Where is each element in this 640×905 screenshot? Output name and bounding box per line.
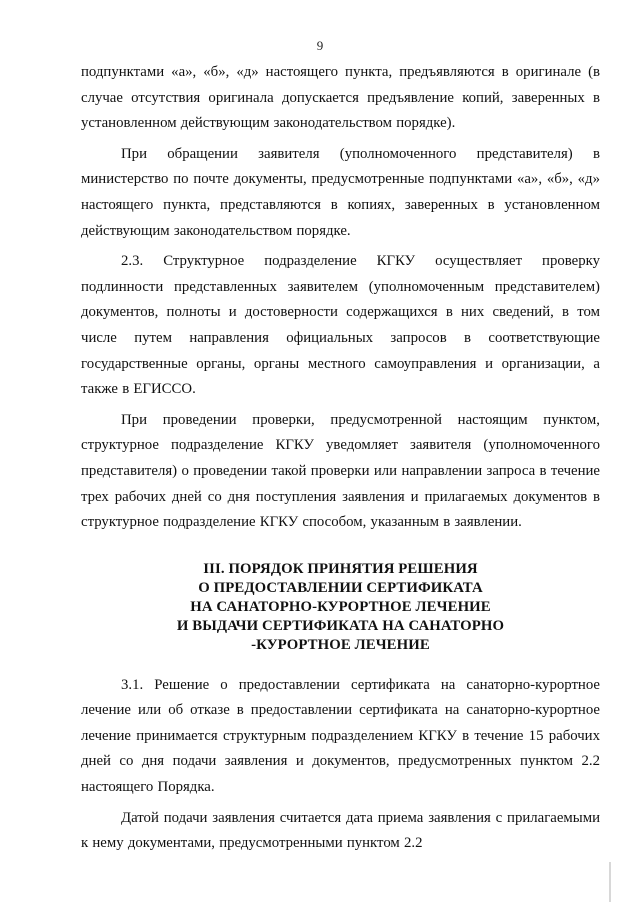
document-body [81, 60, 600, 857]
paragraph-submission-date: Датой подачи заявления считается дата приема заявления с прилагаемыми к нему документами, предусмотренными пунктом 2.2 [81, 809, 600, 852]
heading-line: III. ПОРЯДОК ПРИНЯТИЯ РЕШЕНИЯ [203, 560, 478, 577]
paragraph-verification: При проведении проверки, предусмотренной настоящим пунктом, структурное подразделение КГКУ уведомляет заявителя (уполномоченного представителя) о проведении такой проверки или направлении запроса в течение трех рабочих дней со дня поступления заявления и прилагаемых документов в структурное подразделение КГКУ способом, указанным в заявлении. [81, 411, 600, 531]
scan-edge-mark [609, 862, 611, 902]
paragraph-mail-submission: При обращении заявителя (уполномоченного представителя) в министерство по почте документы, предусмотренные подпунктами «а», «б», «д» настоящего пункта, представляются в копиях, заверенных в установленном действующим законодательством порядке. [81, 145, 600, 239]
section-heading [81, 560, 600, 655]
heading-line: О ПРЕДОСТАВЛЕНИИ СЕРТИФИКАТА [198, 579, 483, 596]
heading-line: -КУРОРТНОЕ ЛЕЧЕНИЕ [251, 636, 430, 653]
paragraph-3-1: 3.1. Решение о предоставлении сертификата на санаторно-курортное лечение или об отказе в предоставлении сертификата на санаторно-курортное лечение принимается структурным подразделением КГКУ в течение 15 рабочих дней со дня подачи заявления и документов, предусмотренных пунктом 2.2 настоящего Порядка. [81, 676, 600, 796]
heading-line: НА САНАТОРНО-КУРОРТНОЕ ЛЕЧЕНИЕ [190, 598, 491, 615]
paragraph-continuation: подпунктами «а», «б», «д» настоящего пункта, предъявляются в оригинале (в случае отсутствия оригинала допускается предъявление копий, заверенных в установленном действующим законодательством порядке). [81, 64, 600, 132]
page-number: 9 [316, 38, 324, 53]
paragraph-2-3: 2.3. Структурное подразделение КГКУ осуществляет проверку подлинности представленных заявителем (уполномоченным представителем) документов, полноты и достоверности содержащихся в них сведений, в том числе путем направления официальных запросов в соответствующие государственные органы, органы местного самоуправления и организации, а также в ЕГИССО. [81, 253, 600, 398]
heading-line: И ВЫДАЧИ СЕРТИФИКАТА НА САНАТОРНО [176, 617, 505, 634]
